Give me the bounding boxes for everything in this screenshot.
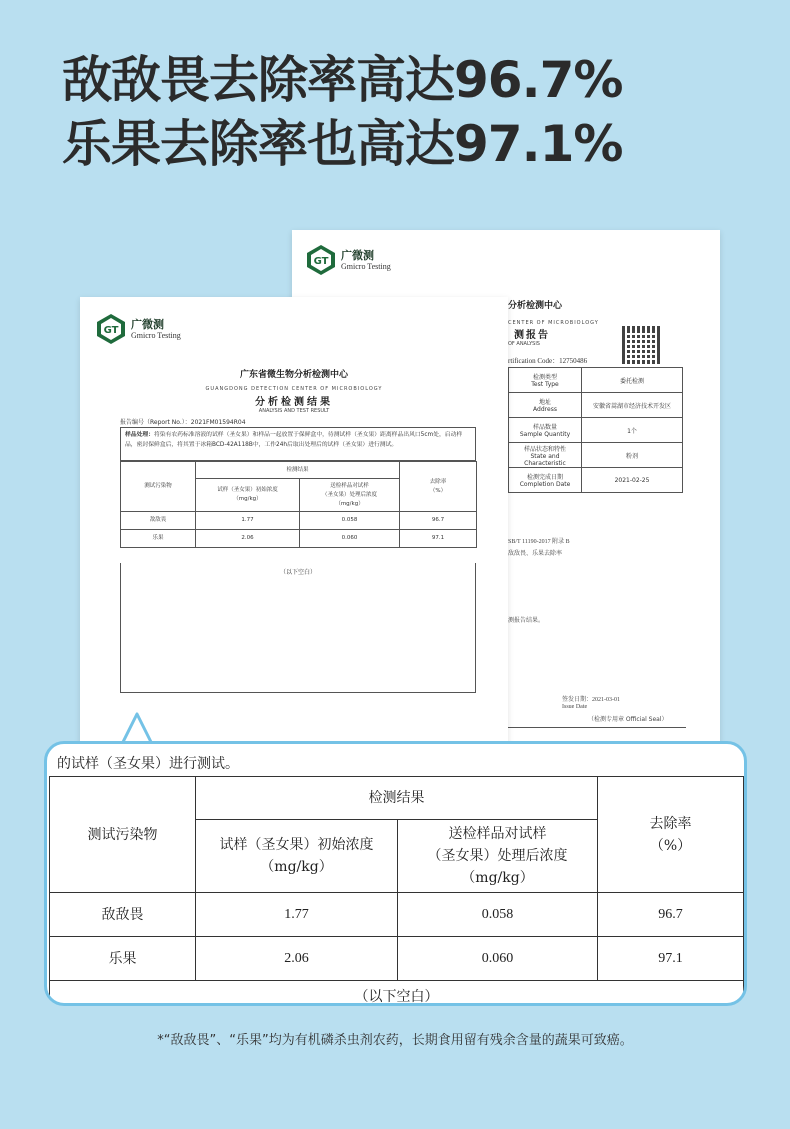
gt-shield-logo-icon: [306, 244, 336, 276]
row-after: 0.058: [398, 893, 598, 937]
back-divider: [508, 727, 686, 728]
front-report-page: [80, 297, 508, 750]
header-after-line-3: （mg/kg）: [461, 870, 534, 886]
logo-en: Gmicro Testing: [131, 330, 181, 340]
headline-line-1: 敌敌畏去除率高达96.7%: [62, 51, 623, 109]
svg-text:GT: GT: [103, 325, 119, 336]
report-number: 报告编号（Report No.）：2021FM01594R04: [120, 419, 246, 426]
front-row-after: 0.058: [300, 512, 400, 530]
front-subtitle-en: ANALYSIS AND TEST RESULT: [258, 408, 330, 414]
row-pollutant: 乐果: [50, 937, 196, 981]
qr-code-icon: [622, 326, 660, 364]
front-header-after: 送检样品对试样 （圣女果）处理后浓度 （mg/kg）: [300, 479, 400, 512]
back-title: 分析检测中心: [508, 301, 563, 311]
sample-text: 将染有农药标准溶液的试样（圣女果）和样品一起放置于保鲜盒中，待测试样（圣女果）距离样品出风口5cm处，启动样品，密封保鲜盒后，将其置于冰箱BCD-42A118B中，工作24h后取出处理后的试样（圣女果）进行测试。: [125, 432, 463, 448]
table-row: [121, 530, 477, 548]
header-after-line-2: （圣女果）处理后浓度: [427, 848, 568, 864]
front-row-rate: 97.1: [400, 530, 477, 548]
front-header-initial: 试样（圣女果）初始浓度 （mg/kg）: [196, 479, 300, 512]
table-row: [50, 937, 744, 981]
info-value: 委托检测: [582, 368, 683, 393]
info-row: [509, 443, 683, 468]
header-after: [398, 820, 598, 893]
front-subtitle: 分析检测结果: [255, 397, 333, 408]
front-row-rate: 96.7: [400, 512, 477, 530]
official-seal: （检测专用章 Official Seal）: [588, 716, 668, 723]
info-row: [509, 418, 683, 443]
back-title-2: 测报告: [514, 330, 550, 341]
header-rate: [598, 777, 744, 893]
test-standard: SB/T 11190-2017 附录 B: [508, 539, 570, 545]
table-row: [50, 893, 744, 937]
header-after-line-1: 送检样品对试样: [448, 826, 547, 842]
blank-note: （以下空白）: [50, 981, 744, 1007]
info-key: 样品数量 Sample Quantity: [509, 418, 582, 443]
back-title-en-2: OF ANALYSIS: [508, 341, 540, 347]
info-row: [509, 393, 683, 418]
front-header-pollutant: 测试污染物: [121, 462, 196, 512]
logo: [96, 313, 181, 345]
row-after: 0.060: [398, 937, 598, 981]
front-row-name: 敌敌畏: [121, 512, 196, 530]
header-rate-line-1: 去除率: [649, 815, 692, 832]
gt-shield-logo-icon: [96, 313, 126, 345]
issue-date: 签发日期：2021-03-01: [562, 697, 620, 703]
header-initial-line-2: （mg/kg）: [260, 859, 333, 875]
logo-cn: 广微测: [341, 248, 374, 262]
front-row-name: 乐果: [121, 530, 196, 548]
sample-processing: [120, 427, 476, 461]
header-initial-line-1: 试样（圣女果）初始浓度: [219, 837, 374, 853]
info-value: 1个: [582, 418, 683, 443]
front-header-result: 检测结果: [196, 462, 400, 479]
header-initial: [196, 820, 398, 893]
svg-text:GT: GT: [313, 256, 329, 267]
info-key: 样品状态和特性 State and Characteristic: [509, 443, 582, 468]
logo-cn: 广微测: [131, 317, 164, 331]
footnote: *“敌敌畏”、“乐果”均为有机磷杀虫剂农药，长期食用留有残余含量的蔬果可致癌。: [157, 1033, 633, 1048]
logo-en: Gmicro Testing: [341, 261, 391, 271]
info-value: 2021-02-25: [582, 468, 683, 493]
callout-intro: 的试样（圣女果）进行测试。: [57, 756, 239, 772]
front-row-after: 0.060: [300, 530, 400, 548]
front-title: 广东省微生物分析检测中心: [239, 370, 348, 380]
header-result: 检测结果: [196, 777, 598, 820]
zoomed-result-table: [49, 776, 744, 1006]
certification-code: rtification Code：12750486: [508, 357, 588, 365]
front-blank-note: （以下空白）: [279, 569, 316, 576]
back-info-table: [508, 367, 683, 493]
front-row-initial: 2.06: [196, 530, 300, 548]
zoomed-result-callout: [44, 741, 747, 1006]
headline-line-2: 乐果去除率也高达97.1%: [62, 115, 623, 173]
row-initial: 2.06: [196, 937, 398, 981]
front-header-rate: 去除率 （%）: [400, 462, 477, 512]
front-row-initial: 1.77: [196, 512, 300, 530]
row-rate: 97.1: [598, 937, 744, 981]
info-row: [509, 468, 683, 493]
back-title-en: CENTER OF MICROBIOLOGY: [508, 320, 599, 326]
row-pollutant: 敌敌畏: [50, 893, 196, 937]
info-value: 安徽省蒿湖市经济技术开发区: [582, 393, 683, 418]
row-rate: 96.7: [598, 893, 744, 937]
header-rate-line-2: （%）: [649, 837, 692, 854]
logo: [306, 244, 391, 276]
report-result-line: 测报告结果。: [508, 617, 545, 624]
info-key: 检测完成日期 Completion Date: [509, 468, 582, 493]
info-key: 检测类型 Test Type: [509, 368, 582, 393]
info-value: 粉剂: [582, 443, 683, 468]
test-items: 敌敌畏、乐果去除率: [508, 550, 563, 557]
info-key: 地址 Address: [509, 393, 582, 418]
info-row: [509, 368, 683, 393]
table-row: [121, 512, 477, 530]
front-result-table: [120, 461, 477, 548]
sample-label: 样品处理：: [125, 432, 154, 438]
issue-date-en: Issue Date: [562, 704, 588, 710]
front-title-en: GUANGDONG DETECTION CENTER OF MICROBIOLOGY: [205, 386, 383, 392]
row-initial: 1.77: [196, 893, 398, 937]
header-pollutant: 测试污染物: [50, 777, 196, 893]
front-empty-area: [120, 563, 476, 693]
headline: [62, 48, 622, 176]
